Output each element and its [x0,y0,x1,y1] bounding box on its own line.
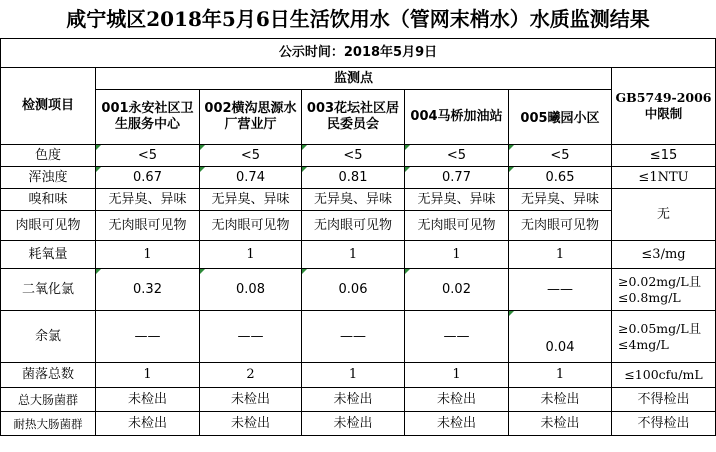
row-value: 无肉眼可见物 [96,211,200,241]
header-row-1 [1,68,716,90]
row-value: 0.08 [200,269,302,311]
header-point-4: 004马桥加油站 [405,90,509,145]
row-item: 色度 [1,145,96,167]
row-value: 1 [302,363,405,388]
row-value: <5 [405,145,509,167]
row-value: 1 [405,241,509,269]
header-point-3: 003花坛社区居民委员会 [302,90,405,145]
row-value: 无异臭、异味 [405,189,509,211]
row-value: 未检出 [405,412,509,436]
row-standard: ≥0.05mg/L且≤4mg/L [612,311,716,363]
water-quality-table [0,38,716,436]
row-value: <5 [200,145,302,167]
table-row [1,311,716,363]
header-item: 检测项目 [1,68,96,145]
row-standard: ≤1NTU [612,167,716,189]
row-value: 无肉眼可见物 [509,211,612,241]
row-value: 无异臭、异味 [200,189,302,211]
row-value: 无异臭、异味 [96,189,200,211]
row-value: 未检出 [302,388,405,412]
row-value: 未检出 [405,388,509,412]
row-value: 1 [509,241,612,269]
row-item: 浑浊度 [1,167,96,189]
header-point-2: 002横沟思源水厂营业厅 [200,90,302,145]
row-value: 未检出 [96,412,200,436]
row-value: 无异臭、异味 [302,189,405,211]
row-value: 1 [405,363,509,388]
row-value: <5 [302,145,405,167]
row-value: 无肉眼可见物 [405,211,509,241]
row-value: 0.06 [302,269,405,311]
row-standard: 无 [612,189,716,241]
page-title: 咸宁城区2018年5月6日生活饮用水（管网末梢水）水质监测结果 [66,7,650,31]
header-point-5: 005曦园小区 [509,90,612,145]
header-standard: GB5749-2006中限制 [612,68,716,145]
row-value: <5 [509,145,612,167]
table-row [1,189,716,211]
row-value: 0.65 [509,167,612,189]
row-value: —— [302,311,405,363]
row-value: 1 [96,363,200,388]
row-item: 嗅和味 [1,189,96,211]
table-row [1,388,716,412]
row-value: 0.81 [302,167,405,189]
publish-row [1,39,716,68]
row-item: 余氯 [1,311,96,363]
row-value: —— [200,311,302,363]
table-row [1,211,716,241]
row-value: 1 [96,241,200,269]
row-standard: ≤15 [612,145,716,167]
publish-time: 公示时间：2018年5月9日 [1,39,716,68]
row-value: 0.77 [405,167,509,189]
row-value: 无肉眼可见物 [302,211,405,241]
row-item: 二氧化氯 [1,269,96,311]
row-value: 未检出 [509,388,612,412]
row-value: 0.04 [509,311,612,363]
header-point-1: 001永安社区卫生服务中心 [96,90,200,145]
row-value: —— [509,269,612,311]
table-row [1,145,716,167]
row-value: 0.74 [200,167,302,189]
row-value: 未检出 [302,412,405,436]
row-value: 1 [200,241,302,269]
row-value: 2 [200,363,302,388]
table-row [1,241,716,269]
row-value: 未检出 [509,412,612,436]
table-row [1,363,716,388]
row-standard: ≤3/mg [612,241,716,269]
row-value: 0.02 [405,269,509,311]
row-value: 1 [302,241,405,269]
table-row [1,412,716,436]
row-value: —— [96,311,200,363]
row-value: 未检出 [200,412,302,436]
row-value: 未检出 [200,388,302,412]
table-row [1,269,716,311]
row-item: 菌落总数 [1,363,96,388]
row-standard: 不得检出 [612,412,716,436]
row-standard: 不得检出 [612,388,716,412]
header-row-2 [1,90,716,145]
header-points-group: 监测点 [96,68,612,90]
row-item: 总大肠菌群 [1,388,96,412]
row-value: 无肉眼可见物 [200,211,302,241]
row-item: 肉眼可见物 [1,211,96,241]
row-item: 耐热大肠菌群 [1,412,96,436]
row-item: 耗氧量 [1,241,96,269]
row-value: 0.67 [96,167,200,189]
row-value: 未检出 [96,388,200,412]
row-value: —— [405,311,509,363]
table-row [1,167,716,189]
row-value: 1 [509,363,612,388]
row-standard: ≥0.02mg/L且≤0.8mg/L [612,269,716,311]
row-value: 无异臭、异味 [509,189,612,211]
row-value: 0.32 [96,269,200,311]
row-standard: ≤100cfu/mL [612,363,716,388]
row-value: <5 [96,145,200,167]
